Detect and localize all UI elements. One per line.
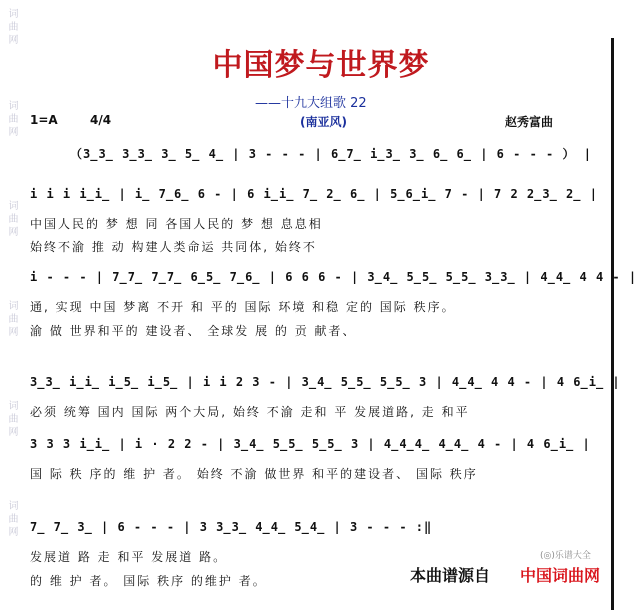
watermark: 词曲网 bbox=[6, 500, 17, 539]
key-signature: 1=A bbox=[30, 113, 58, 127]
notation-line: 7̲ 7̲ 3̲ | 6 - - - | 3 3̲3̲ 4̲4̲ 5̲4̲ | 3 - - - :‖ bbox=[30, 520, 433, 534]
watermark: 词曲网 bbox=[6, 300, 17, 339]
lyric-line: 始终不渝 推 动 构建人类命运 共同体, 始终不 bbox=[30, 240, 317, 254]
notation-line: 3 3 3 i̲i̲ | i · 2 2 - | 3̲4̲ 5̲5̲ 5̲5̲ 3 | 4̲4̲4̲ 4̲4̲ 4 - | 4 6̲i̲ | bbox=[30, 437, 591, 451]
lyric-line: 的 维 护 者。 国际 秩序 的维护 者。 bbox=[30, 574, 267, 588]
song-subtitle: ——十九大组歌 22 bbox=[255, 96, 367, 111]
notation-line: i - - - | 7̲7̲ 7̲7̲ 6̲5̲ 7̲6̲ | 6 6 6 - | 3̲4̲ 5̲5̲ 5̲5̲ 3̲3̲ | 4̲4̲ 4 4 - | bbox=[30, 270, 638, 284]
watermark: 词曲网 bbox=[6, 8, 17, 47]
watermark: 词曲网 bbox=[6, 200, 17, 239]
footer-source: 本曲谱源自 bbox=[410, 566, 491, 585]
lyric-line: 必须 统筹 国内 国际 两个大局, 始终 不渝 走和 平 发展道路, 走 和平 bbox=[30, 405, 470, 419]
footer-site: 中国词曲网 bbox=[520, 566, 601, 585]
lyric-line: 渝 做 世界和平的 建设者、 全球发 展 的 贡 献者、 bbox=[30, 324, 357, 338]
lyric-line: 发展道 路 走 和平 发展道 路。 bbox=[30, 550, 228, 564]
style-note: (南亚风) bbox=[300, 115, 347, 129]
right-border-line bbox=[611, 38, 614, 610]
notation-line: i i i i̲i̲ | i̲ 7̲6̲ 6 - | 6 i̲i̲ 7̲ 2̲ 6̲ | 5̲6̲i̲ 7 - | 7 2 2̲3̲ 2̲ | bbox=[30, 187, 598, 201]
watermark: 词曲网 bbox=[6, 100, 17, 139]
watermark: 词曲网 bbox=[6, 400, 17, 439]
composer: 赵秀富曲 bbox=[505, 115, 554, 129]
lyric-line: 中国人民的 梦 想 同 各国人民的 梦 想 息息相 bbox=[30, 217, 323, 231]
song-title: 中国梦与世界梦 bbox=[212, 48, 430, 83]
lyric-line: 通, 实现 中国 梦离 不开 和 平的 国际 环境 和稳 定的 国际 秩序。 bbox=[30, 300, 456, 314]
wechat-mark: (◎)乐谱大全 bbox=[540, 551, 591, 561]
time-signature: 4/4 bbox=[90, 113, 112, 127]
notation-line: （3̲3̲ 3̲3̲ 3̲ 5̲ 4̲ | 3 - - - | 6̲7̲ i̲3̲ 3̲ 6̲ 6̲ | 6 - - - ） | bbox=[70, 147, 592, 161]
notation-line: 3̲3̲ i̲i̲ i̲5̲ i̲5̲ | i i 2 3 - | 3̲4̲ 5̲5̲ 5̲5̲ 3 | 4̲4̲ 4 4 - | 4 6̲i̲ | bbox=[30, 375, 621, 389]
lyric-line: 国 际 秩 序的 维 护 者。 始终 不渝 做世界 和平的建设者、 国际 秩序 bbox=[30, 467, 478, 481]
